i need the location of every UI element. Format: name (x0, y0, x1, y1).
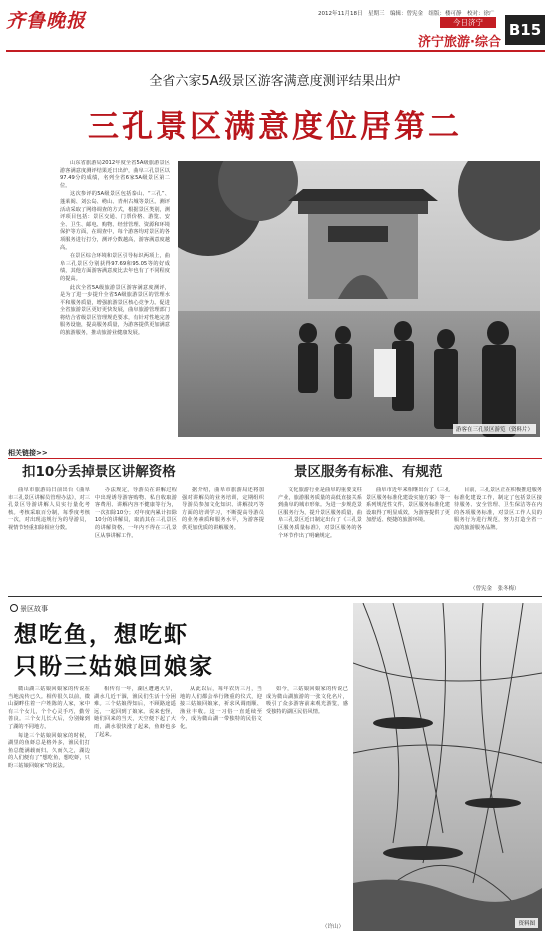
story2-col-2 (95, 487, 177, 590)
story4-headline-2: 只盼三姑娘回娘家 (14, 653, 214, 680)
story4-label-text: 景区故事 (20, 605, 48, 613)
story1-photo (178, 161, 540, 437)
story2-col-1 (8, 487, 90, 590)
story1-headline: 三孔景区满意度位居第二 (88, 109, 462, 145)
section-title: 济宁旅游·综合 (418, 35, 501, 50)
story4-headline-1: 想吃鱼，想吃虾 (14, 621, 189, 648)
story3-byline: （曾宪金 张冬梅） (470, 586, 520, 592)
story3-col-2 (366, 487, 450, 590)
paragraph: 每逢三个姑娘回娘家的时候，湖里的鱼虾总是格外多，渔民们打鱼总能满载而归。久而久之，湖边的人们便有了“想吃鱼，想吃虾，只盼三姑娘回娘家”的说法。 (8, 732, 90, 769)
paragraph: 据介绍，曲阜市旅游局还将加强对讲解员的业务培训，定期组织导游员参加文化知识、讲解技巧等方面的培训学习，不断提高导游员的业务素质和服务水平，为游客提供更加优质的讲解服务。 (182, 487, 264, 531)
lake-scene-photo (353, 603, 542, 931)
paragraph: 微山湖三姑娘回娘家的传说在当地流传已久。相传很久以前，微山湖畔住着一户姓陈的人家，家中有三个女儿，个个心灵手巧，勤劳善良。三个女儿长大后，分别嫁到了湖的不同地方。 (8, 686, 90, 730)
story3-col-1 (278, 487, 362, 590)
paragraph: 从此以后，每年农历三月，当地的人们都会举行隆重的仪式，迎接三姑娘回娘家，祈求风调雨顺、渔业丰收。这一习俗一直延续至今，成为微山湖一带独特的民俗文化。 (180, 686, 262, 730)
story2-col-3 (182, 487, 264, 590)
temple-scene-photo (178, 161, 540, 437)
paragraph: 曲阜市旅游局日前出台《曲阜市三孔景区讲解员管理办法》，对三孔景区导游讲解人员实行量化考核。考核采取百分制，每季度考核一次，对出现违规行为的导游员，视情节轻重扣除相应分数。 (8, 487, 90, 531)
story4-col-3 (180, 686, 262, 930)
date-line: 2012年11月18日 星期三 编辑：曾宪金 组版：楼可静 校对：徐广 (318, 11, 495, 17)
story3-headline: 景区服务有标准、有规范 (294, 464, 443, 480)
paragraph: 这次参评的5A级景区包括泰山、“三孔”、蓬莱阁、刘公岛、崂山、青州古城等景区。测评活动采取了网络调查的方式，根据景区类别，测评项目包括：景区交通、门票价格、游览、安全、卫生、邮电、购物、经营管理、资源和环境保护等方面，在调查中，每个游客均对景区的各项服务进行打分，测评分数越高，游客满意度越高。 (60, 191, 170, 251)
paragraph: 如今，三姑娘回娘家的传说已成为微山湖旅游的一张文化名片，吸引了众多游客前来观光游览，感受独特的湖区民俗风情。 (266, 686, 348, 715)
paragraph: 办法规定，导游员在讲解过程中出现诱导游客购物、私自收取游客费用、讲解内容不健康等行为，一次扣除10分；对年度内累计扣除10分的讲解员，取消其在三孔景区的讲解资格，一年内不得在三孔景区从事讲解工作。 (95, 487, 177, 539)
paragraph: 相传有一年，湖区遭遇大旱，湖水几近干涸，渔民们生活十分困难。三个姑娘得知后，不顾路途遥远，一起回到了娘家。说来也怪，她们回来的当天，天空便下起了大雨，湖水很快涨了起来，鱼虾也多了起来。 (94, 686, 176, 738)
masthead-rule (6, 50, 545, 52)
related-link-label: 相关链接>> (8, 449, 48, 457)
story-marker-icon (10, 604, 18, 612)
story2-headline: 扣10分丢掉景区讲解资格 (22, 464, 176, 480)
paragraph: 在景区综合环境和景区引导标识两项上，曲阜三孔景区分别获得97.69和95.05等的好成绩，其他方面游客满意度比去年也有了不同程度的提高。 (60, 253, 170, 282)
section-divider (8, 596, 542, 597)
story4-label (10, 604, 48, 614)
story4-photo (353, 603, 542, 931)
section-divider (8, 458, 542, 459)
paragraph: 文化旅游行业是曲阜的重要支柱产业，旅游服务质量的高低直接关系到曲阜的城市形象。为进一步规范景区服务行为，提升景区服务质量，曲阜三孔景区近日制定出台了《三孔景区服务质量标准》，对景区服务的各个环节作出了明确规定。 (278, 487, 362, 539)
paragraph: 曲阜市近年来相继出台了《三孔景区服务标准化建设实施方案》等一系列规范性文件，景区服务标准化建设取得了明显成效，为游客提供了更加舒适、便捷的旅游环境。 (366, 487, 450, 524)
photo-caption: 游客在三孔景区游览（资料片） (453, 424, 536, 434)
masthead-logo: 齐鲁晚报 (6, 10, 87, 32)
story4-byline: （许山） (322, 924, 345, 930)
story3-col-3 (454, 487, 542, 583)
paragraph: 此次全省5A级旅游景区游客满意度测评，是为了进一步提升全省5A级旅游景区的管理水平和服务质量，增强旅游景区核心竞争力。促进全省旅游景区更好更快发展，曲阜旅游管理部门将结合省级景区管理规范要求，有针对性地完善服务设施，提高服务质量，为游客提供更加满意的旅游服务，推动旅游业健康发展。 (60, 284, 170, 337)
story1-kicker: 全省六家5A级景区游客满意度测评结果出炉 (149, 74, 401, 89)
story4-col-2 (94, 686, 176, 930)
paragraph: 山东省旅游局2012年度全省5A级旅游景区游客满意度测评结果近日出炉，曲阜三孔景区以97.49分的成绩，名列全省6家5A级景区第二位。 (60, 160, 170, 189)
section-top-tag: 今日济宁 (440, 17, 496, 28)
photo-caption: 资料图 (515, 918, 538, 928)
story4-col-1 (8, 686, 90, 930)
paragraph: 目前，三孔景区正在积极推进服务标准化建设工作，制定了包括景区接待服务、安全管理、卫生保洁等在内的各项服务标准，对景区工作人员的服务行为进行规范，努力打造全省一流的旅游服务品牌。 (454, 487, 542, 531)
story4-col-4 (266, 686, 348, 922)
page-number: B15 (505, 15, 545, 45)
story1-body (60, 160, 170, 450)
